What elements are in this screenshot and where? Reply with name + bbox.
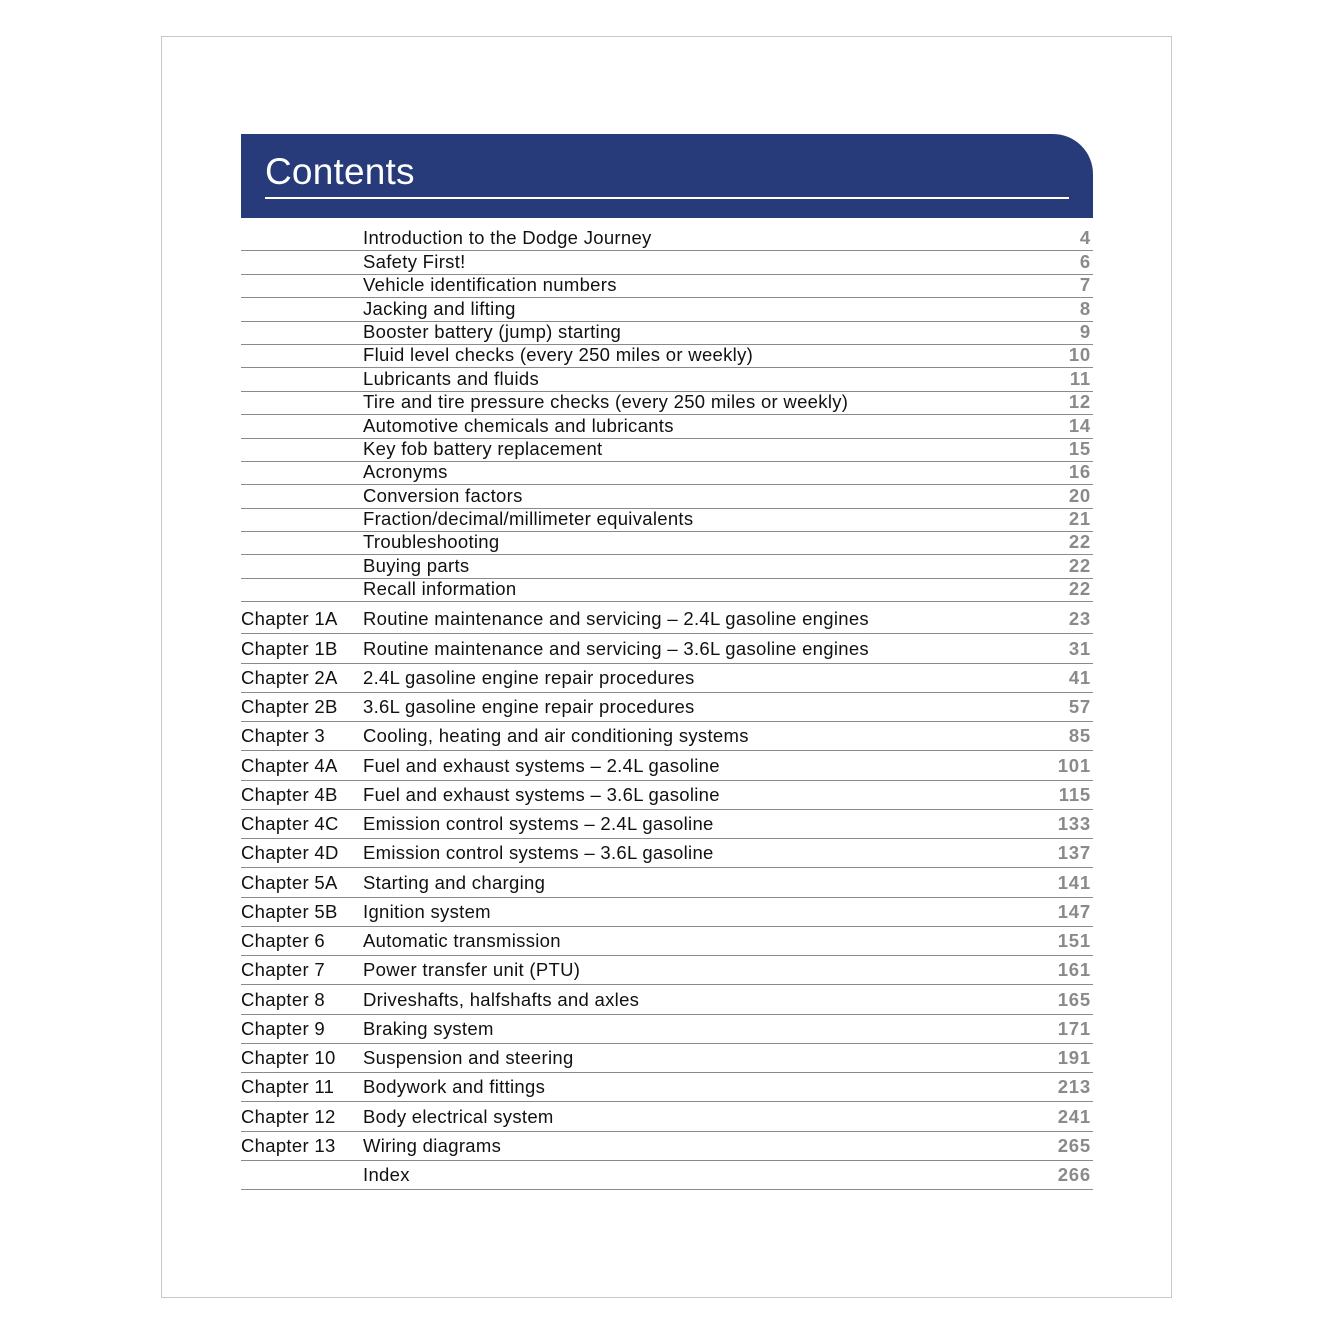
page-number: 41	[1068, 666, 1091, 688]
chapter-number: Chapter 6	[241, 930, 325, 951]
page-number: 101	[1057, 754, 1091, 776]
prelim-row[interactable]	[241, 275, 1093, 298]
page-number: 22	[1068, 531, 1091, 553]
chapter-number: Chapter 5B	[241, 900, 338, 922]
chapter-number: Chapter 12	[241, 1105, 336, 1127]
entry-title: Routine maintenance and servicing – 3.6L gasoline engines	[363, 637, 869, 659]
entry-title: Automatic transmission	[363, 930, 561, 951]
page-number: 11	[1069, 367, 1091, 389]
chapter-number: Chapter 11	[241, 1076, 335, 1098]
entry-title: Recall information	[363, 578, 517, 600]
prelims-list	[241, 228, 1093, 602]
chapter-number: Chapter 1A	[241, 608, 338, 630]
chapter-number: Chapter 3	[241, 725, 325, 747]
chapter-row[interactable]	[241, 693, 1093, 722]
chapter-row[interactable]	[241, 956, 1093, 985]
entry-title: Body electrical system	[363, 1105, 554, 1127]
chapter-number: Chapter 8	[241, 988, 325, 1010]
chapter-row[interactable]	[241, 985, 1093, 1014]
prelim-row[interactable]	[241, 532, 1093, 555]
entry-title: Troubleshooting	[363, 531, 500, 553]
chapter-row[interactable]	[241, 781, 1093, 810]
page-number: 14	[1068, 414, 1091, 436]
chapters-list	[241, 605, 1093, 1190]
chapter-number: Chapter 13	[241, 1134, 336, 1156]
chapter-number: Chapter 5A	[241, 871, 338, 893]
prelim-row[interactable]	[241, 439, 1093, 462]
prelim-row[interactable]	[241, 345, 1093, 368]
chapter-row[interactable]	[241, 634, 1093, 663]
prelim-row[interactable]	[241, 555, 1093, 578]
entry-title: Wiring diagrams	[363, 1134, 502, 1156]
chapter-row[interactable]	[241, 868, 1093, 897]
page-number: 15	[1068, 437, 1091, 459]
entry-title: Safety First!	[363, 250, 466, 272]
page-number: 147	[1057, 900, 1091, 922]
prelim-row[interactable]	[241, 579, 1093, 602]
prelim-row[interactable]	[241, 368, 1093, 391]
chapter-row[interactable]	[241, 1015, 1093, 1044]
chapter-number: Chapter 4C	[241, 813, 339, 834]
entry-title: Lubricants and fluids	[363, 367, 539, 389]
chapter-number: Chapter 9	[241, 1017, 325, 1039]
entry-title: Fraction/decimal/millimeter equivalents	[363, 508, 694, 530]
page-number: 8	[1079, 297, 1091, 319]
chapter-number: Chapter 4D	[241, 842, 339, 864]
entry-title: Automotive chemicals and lubricants	[363, 414, 674, 436]
page-number: 115	[1058, 783, 1091, 805]
prelim-row[interactable]	[241, 298, 1093, 321]
chapter-row[interactable]	[241, 1073, 1093, 1102]
chapter-row[interactable]	[241, 722, 1093, 751]
entry-title: Braking system	[363, 1017, 494, 1039]
entry-title: Starting and charging	[363, 871, 546, 893]
entry-title: Vehicle identification numbers	[363, 274, 617, 296]
entry-title: Power transfer unit (PTU)	[363, 959, 581, 981]
chapter-row[interactable]	[241, 1132, 1093, 1161]
chapter-number: Chapter 7	[241, 959, 325, 981]
page-number: 31	[1068, 637, 1091, 659]
entry-title: Fluid level checks (every 250 miles or weekly)	[363, 344, 754, 366]
prelim-row[interactable]	[241, 392, 1093, 415]
entry-title: Fuel and exhaust systems – 3.6L gasoline	[363, 783, 720, 805]
entry-title: Key fob battery replacement	[363, 437, 603, 459]
page-number: 10	[1068, 344, 1091, 366]
prelim-row[interactable]	[241, 462, 1093, 485]
page-number: 266	[1057, 1164, 1091, 1185]
prelim-row[interactable]	[241, 251, 1093, 274]
entry-title: Driveshafts, halfshafts and axles	[363, 988, 640, 1010]
entry-title: Bodywork and fittings	[363, 1076, 546, 1098]
chapter-row[interactable]	[241, 927, 1093, 956]
page-number: 6	[1079, 250, 1091, 272]
chapter-row[interactable]	[241, 810, 1093, 839]
chapter-row[interactable]	[241, 751, 1093, 780]
entry-title: 3.6L gasoline engine repair procedures	[363, 696, 695, 717]
prelim-row[interactable]	[241, 415, 1093, 438]
entry-title: Fuel and exhaust systems – 2.4L gasoline	[363, 754, 720, 776]
page-number: 171	[1057, 1017, 1091, 1039]
chapter-number: Chapter 2B	[241, 696, 338, 717]
page-number: 213	[1057, 1076, 1091, 1098]
chapter-number: Chapter 4B	[241, 783, 338, 805]
page-number: 23	[1068, 608, 1091, 630]
entry-title: Emission control systems – 2.4L gasoline	[363, 813, 714, 834]
chapter-number: Chapter 1B	[241, 637, 338, 659]
chapter-number: Chapter 4A	[241, 754, 338, 776]
page-number: 9	[1079, 320, 1091, 342]
page-number: 141	[1057, 871, 1091, 893]
page-number: 151	[1057, 930, 1091, 951]
page-number: 7	[1079, 274, 1091, 296]
prelim-row[interactable]	[241, 322, 1093, 345]
page-number: 57	[1068, 696, 1091, 717]
page-number: 137	[1057, 842, 1091, 864]
page-number: 20	[1068, 484, 1091, 506]
page-number: 22	[1068, 578, 1091, 600]
page-number: 21	[1068, 508, 1091, 530]
prelim-row[interactable]	[241, 485, 1093, 508]
header-divider	[265, 197, 1069, 199]
entry-title: Buying parts	[363, 554, 470, 576]
entry-title: Acronyms	[363, 461, 448, 483]
chapter-row[interactable]	[241, 898, 1093, 927]
chapter-row[interactable]	[241, 1161, 1093, 1190]
entry-title: Routine maintenance and servicing – 2.4L gasoline engines	[363, 608, 869, 630]
entry-title: Conversion factors	[363, 484, 523, 506]
chapter-number: Chapter 2A	[241, 666, 338, 688]
entry-title: Index	[363, 1164, 410, 1185]
entry-title: Booster battery (jump) starting	[363, 320, 622, 342]
chapter-row[interactable]	[241, 664, 1093, 693]
prelim-row[interactable]	[241, 509, 1093, 532]
chapter-row[interactable]	[241, 1102, 1093, 1131]
contents-header	[241, 134, 1093, 218]
chapter-row[interactable]	[241, 839, 1093, 868]
entry-title: Jacking and lifting	[363, 297, 516, 319]
page-number: 22	[1068, 554, 1091, 576]
page-number: 16	[1068, 461, 1091, 483]
prelim-row[interactable]	[241, 228, 1093, 251]
entry-title: Ignition system	[363, 900, 491, 922]
chapter-row[interactable]	[241, 1044, 1093, 1073]
page-number: 265	[1057, 1134, 1091, 1156]
page-number: 241	[1057, 1105, 1091, 1127]
entry-title: Emission control systems – 3.6L gasoline	[363, 842, 714, 864]
page-number: 12	[1068, 391, 1091, 413]
page-title: Contents	[265, 151, 415, 192]
chapter-number: Chapter 10	[241, 1047, 336, 1068]
chapter-row[interactable]	[241, 605, 1093, 634]
page-number: 161	[1057, 959, 1091, 981]
page-number: 4	[1079, 227, 1091, 249]
entry-title: 2.4L gasoline engine repair procedures	[363, 666, 695, 688]
entry-title: Suspension and steering	[363, 1047, 574, 1068]
page-number: 191	[1057, 1047, 1091, 1068]
page-number: 133	[1057, 813, 1091, 834]
entry-title: Tire and tire pressure checks (every 250 miles or weekly)	[363, 391, 849, 413]
page-number: 85	[1068, 725, 1091, 747]
entry-title: Introduction to the Dodge Journey	[363, 227, 652, 249]
entry-title: Cooling, heating and air conditioning systems	[363, 725, 749, 747]
page-number: 165	[1057, 988, 1091, 1010]
